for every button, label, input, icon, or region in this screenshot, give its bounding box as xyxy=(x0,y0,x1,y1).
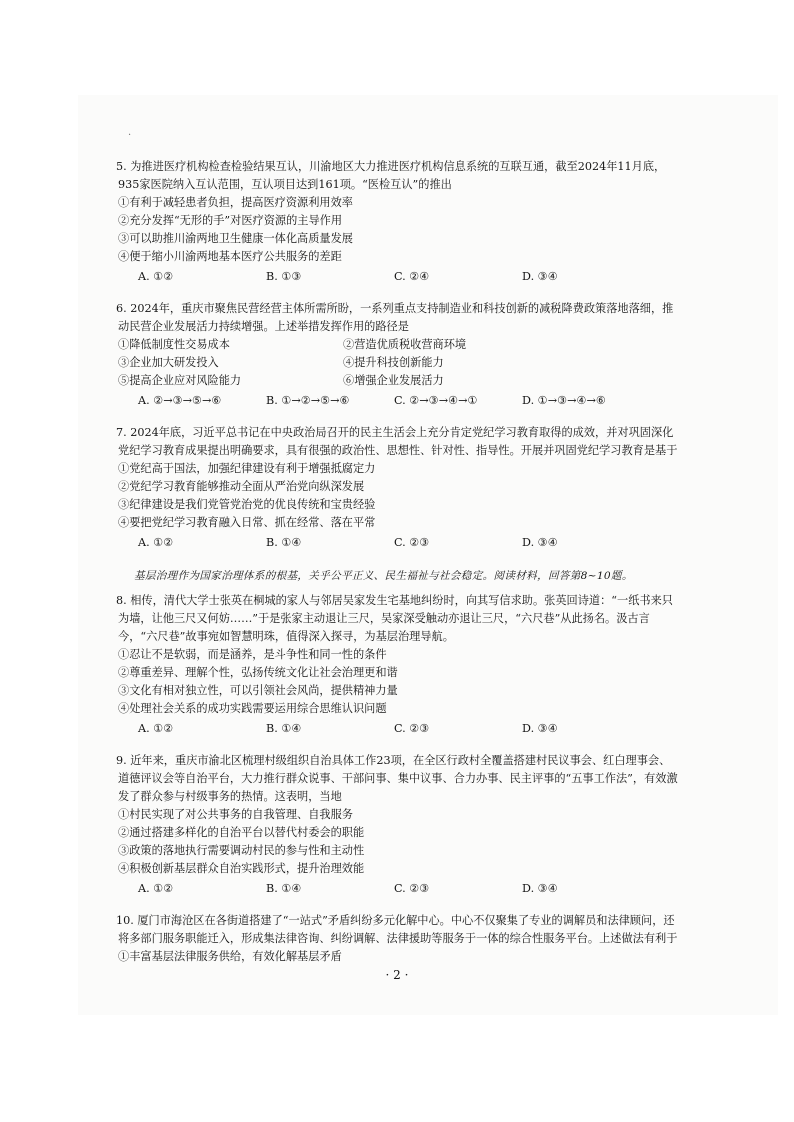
statement-grid xyxy=(118,336,678,390)
choice-d: D. ③④ xyxy=(522,882,558,895)
statement-option: ④要把党纪学习教育融入日常、抓在经常、落在平常 xyxy=(118,516,376,529)
question-8 xyxy=(118,592,678,740)
choice-c: C. ②③ xyxy=(394,882,430,895)
statement-option: ①忍让不是软弱，而是涵养，是斗争性和同一性的条件 xyxy=(118,648,387,661)
choice-b: B. ①④ xyxy=(266,536,302,549)
question-stem: 9. 近年来，重庆市渝北区梳理村级组织自治具体工作23项，在全区行政村全覆盖搭建村民议事会、红白理事会、道德评议会等自治平台，大力推行群众说事、干部问事、集中议事、合力办事、民主评事的“五事工作法”，有效激发了群众参与村级事务的热情。这表明，当地 xyxy=(116,754,678,803)
question-stem: 8. 相传，清代大学士张英在桐城的家人与邻居吴家发生宅基地纠纷时，向其写信求助。张英回诗道：“一纸书来只为墙，让他三尺又何妨……”于是张家主动退让三尺，吴家深受触动亦退让三尺，“六尺巷”从此扬名。汲古言今，“六尺巷”故事宛如智慧明珠，值得深入探寻，为基层治理导航。 xyxy=(116,594,673,643)
statement-option: ④处理社会关系的成功实践需要运用综合思维认识问题 xyxy=(118,702,387,715)
choice-a: A. ①② xyxy=(138,536,174,549)
choice-b: B. ①③ xyxy=(266,270,302,283)
choice-c: C. ②③ xyxy=(394,722,430,735)
choice-a: A. ①② xyxy=(138,882,174,895)
statement-option: ④便于缩小川渝两地基本医疗公共服务的差距 xyxy=(118,250,342,263)
question-5 xyxy=(118,158,678,288)
section-intro: 基层治理作为国家治理体系的根基，关乎公平正义、民生福祉与社会稳定。阅读材料，回答第8~10题。 xyxy=(134,570,633,582)
page-number: · 2 · xyxy=(385,968,409,982)
choice-d: D. ③④ xyxy=(522,270,558,283)
choice-a: A. ①② xyxy=(138,722,174,735)
choice-d: D. ①→③→④→⑥ xyxy=(522,394,606,407)
statement-option: ②通过搭建多样化的自治平台以替代村委会的职能 xyxy=(118,826,365,839)
question-stem: 6. 2024年，重庆市聚焦民营经营主体所需所盼，一系列重点支持制造业和科技创新的减税降费政策落地落细，推动民营企业发展活力持续增强。上述举措发挥作用的路径是 xyxy=(116,302,674,333)
answer-choices xyxy=(118,390,678,412)
choice-b: B. ①→②→⑤→⑥ xyxy=(266,394,350,407)
statement-option: ②党纪学习教育能够推动全面从严治党向纵深发展 xyxy=(118,480,365,493)
statement-option: ③政策的落地执行需要调动村民的参与性和主动性 xyxy=(118,844,365,857)
scan-mark: · xyxy=(128,130,132,141)
statement-option: ③可以助推川渝两地卫生健康一体化高质量发展 xyxy=(118,232,353,245)
statement-option: ②尊重差异、理解个性，弘扬传统文化让社会治理更和谐 xyxy=(118,666,398,679)
question-stem: 5. 为推进医疗机构检查检验结果互认，川渝地区大力推进医疗机构信息系统的互联互通，截至2024年11月底，935家医院纳入互认范围，互认项目达到161项。“医检互认”的推出 xyxy=(116,160,666,191)
statement-option: ①党纪高于国法，加强纪律建设有利于增强抵腐定力 xyxy=(118,462,376,475)
statement-option: ③企业加大研发投入 xyxy=(118,356,219,369)
statement-option: ①村民实现了对公共事务的自我管理、自我服务 xyxy=(118,808,353,821)
statement-option: ⑤提高企业应对风险能力 xyxy=(118,374,242,387)
answer-choices xyxy=(118,718,678,740)
statement-option: ④积极创新基层群众自治实践形式，提升治理效能 xyxy=(118,862,365,875)
statement-option: ⑥增强企业发展活力 xyxy=(343,374,444,387)
answer-choices xyxy=(118,266,678,288)
question-7 xyxy=(118,424,678,554)
statement-option: ④提升科技创新能力 xyxy=(343,356,444,369)
question-10 xyxy=(118,912,678,966)
choice-a: A. ①② xyxy=(138,270,174,283)
answer-choices xyxy=(118,532,678,554)
statement-option: ①降低制度性交易成本 xyxy=(118,338,230,351)
question-list xyxy=(118,158,678,978)
statement-option: ③文化有相对独立性，可以引领社会风尚，提供精神力量 xyxy=(118,684,398,697)
choice-b: B. ①④ xyxy=(266,882,302,895)
statement-option: ②充分发挥“无形的手”对医疗资源的主导作用 xyxy=(118,214,343,227)
choice-c: C. ②③ xyxy=(394,536,430,549)
question-stem: 10. 厦门市海沧区在各街道搭建了“一站式”矛盾纠纷多元化解中心。中心不仅聚集了专业的调解员和法律顾问，还将多部门服务职能迁入，形成集法律咨询、纠纷调解、法律援助等服务于一体的综合性服务平台。上述做法有利于 xyxy=(116,914,678,945)
statement-option: ①有利于减轻患者负担，提高医疗资源利用效率 xyxy=(118,196,353,209)
question-stem: 7. 2024年底，习近平总书记在中央政治局召开的民主生活会上充分肯定党纪学习教育取得的成效，并对巩固深化党纪学习教育成果提出明确要求，具有很强的政治性、思想性、针对性、指导性。开展并巩固党纪学习教育是基于 xyxy=(116,426,678,457)
choice-a: A. ②→③→⑤→⑥ xyxy=(138,394,222,407)
choice-d: D. ③④ xyxy=(522,722,558,735)
answer-choices xyxy=(118,878,678,900)
question-6 xyxy=(118,300,678,412)
question-9 xyxy=(118,752,678,900)
statement-option: ②营造优质税收营商环境 xyxy=(343,338,467,351)
statement-option: ③纪律建设是我们党管党治党的优良传统和宝贵经验 xyxy=(118,498,376,511)
choice-b: B. ①④ xyxy=(266,722,302,735)
statement-option: ①丰富基层法律服务供给，有效化解基层矛盾 xyxy=(118,950,342,963)
choice-c: C. ②→③→④→① xyxy=(394,394,478,407)
choice-c: C. ②④ xyxy=(394,270,430,283)
choice-d: D. ③④ xyxy=(522,536,558,549)
